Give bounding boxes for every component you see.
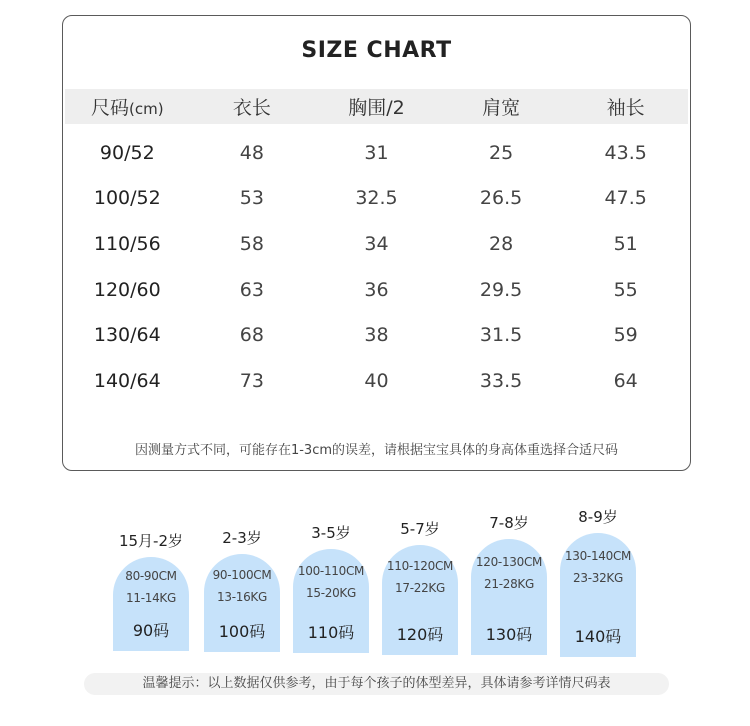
- header-size: [65, 93, 190, 120]
- age-label: 7-8岁: [489, 514, 529, 532]
- size-code: 110码: [307, 623, 355, 642]
- height-range: 120-130CM: [475, 555, 543, 569]
- weight-range: 11-14KG: [126, 591, 176, 605]
- size-badge: [382, 545, 458, 655]
- weight-range: 15-20KG: [306, 586, 356, 600]
- cell-chest: 38: [364, 324, 389, 347]
- cell-length: 63: [239, 278, 264, 301]
- cell-size: 140/64: [93, 369, 161, 392]
- height-range: 80-90CM: [125, 569, 177, 583]
- cell-sleeve: 59: [613, 324, 638, 347]
- size-chart-card: [62, 15, 691, 471]
- age-label: 8-9岁: [578, 508, 618, 526]
- measurement-note: 因测量方式不同，可能存在1-3cm的误差，请根据宝宝具体的身高体重选择合适尺码: [134, 443, 619, 458]
- header-sleeve: 袖长: [606, 97, 645, 119]
- size-badge: [204, 554, 280, 652]
- size-badge: [471, 539, 547, 655]
- height-range: 130-140CM: [564, 549, 632, 563]
- cell-length: 68: [239, 324, 264, 347]
- cell-shoulder: 29.5: [479, 278, 523, 301]
- header-length: 衣长: [232, 97, 271, 119]
- tip-banner: 温馨提示：以上数据仅供参考，由于每个孩子的体型差异，具体请参考详情尺码表: [84, 673, 669, 695]
- size-code: 90码: [132, 621, 170, 640]
- cell-sleeve: 47.5: [604, 187, 647, 210]
- table-row: [65, 267, 688, 313]
- header-size-label: 尺码: [91, 97, 130, 119]
- cell-size: 130/64: [93, 324, 161, 347]
- chart-title: SIZE CHART: [301, 38, 452, 63]
- cell-length: 73: [239, 369, 264, 392]
- table-body: [65, 130, 688, 404]
- table-header: [65, 89, 688, 124]
- weight-range: 21-28KG: [484, 577, 534, 591]
- table-row: [65, 358, 688, 404]
- cell-shoulder: 31.5: [479, 324, 523, 347]
- age-item: [382, 518, 458, 655]
- cell-chest: 31: [364, 141, 389, 164]
- weight-range: 13-16KG: [217, 590, 267, 604]
- size-badge: [560, 533, 636, 657]
- table-row: [65, 312, 688, 358]
- cell-chest: 32.5: [355, 187, 398, 210]
- height-range: 100-110CM: [297, 564, 365, 578]
- cell-chest: 36: [364, 278, 389, 301]
- cell-size: 110/56: [93, 232, 161, 255]
- cell-sleeve: 64: [613, 369, 638, 392]
- height-range: 110-120CM: [386, 559, 454, 573]
- cell-shoulder: 26.5: [479, 187, 523, 210]
- header-chest: 胸围/2: [348, 97, 405, 119]
- size-badge: [113, 557, 189, 651]
- cell-size: 90/52: [99, 141, 155, 164]
- size-code: 100码: [218, 622, 266, 641]
- header-shoulder: 肩宽: [482, 97, 521, 119]
- age-size-guide: [113, 500, 673, 660]
- age-label: 5-7岁: [400, 520, 440, 538]
- size-code: 140码: [574, 627, 622, 646]
- table-row: [65, 130, 688, 176]
- age-label: 2-3岁: [222, 529, 262, 547]
- cell-sleeve: 55: [613, 278, 638, 301]
- cell-chest: 34: [364, 232, 389, 255]
- cell-shoulder: 28: [488, 232, 514, 255]
- size-code: 120码: [396, 625, 444, 644]
- cell-size: 120/60: [93, 278, 161, 301]
- cell-shoulder: 33.5: [479, 369, 523, 392]
- size-code: 130码: [485, 625, 533, 644]
- cell-size: 100/52: [93, 187, 161, 210]
- cell-length: 48: [239, 141, 264, 164]
- age-label: 15月-2岁: [118, 532, 184, 550]
- age-item: [293, 522, 369, 653]
- age-item: [113, 530, 189, 651]
- header-size-unit: (cm): [129, 100, 164, 118]
- cell-length: 58: [239, 232, 264, 255]
- cell-shoulder: 25: [488, 141, 514, 164]
- age-label: 3-5岁: [311, 524, 351, 542]
- weight-range: 23-32KG: [573, 571, 623, 585]
- weight-range: 17-22KG: [395, 581, 445, 595]
- cell-sleeve: 43.5: [604, 141, 647, 164]
- cell-sleeve: 51: [613, 232, 638, 255]
- age-item: [471, 512, 547, 655]
- age-item: [204, 527, 280, 652]
- table-row: [65, 221, 688, 267]
- cell-chest: 40: [364, 369, 389, 392]
- age-item: [560, 506, 636, 657]
- table-row: [65, 176, 688, 222]
- height-range: 90-100CM: [212, 568, 272, 582]
- cell-length: 53: [239, 187, 264, 210]
- size-badge: [293, 549, 369, 653]
